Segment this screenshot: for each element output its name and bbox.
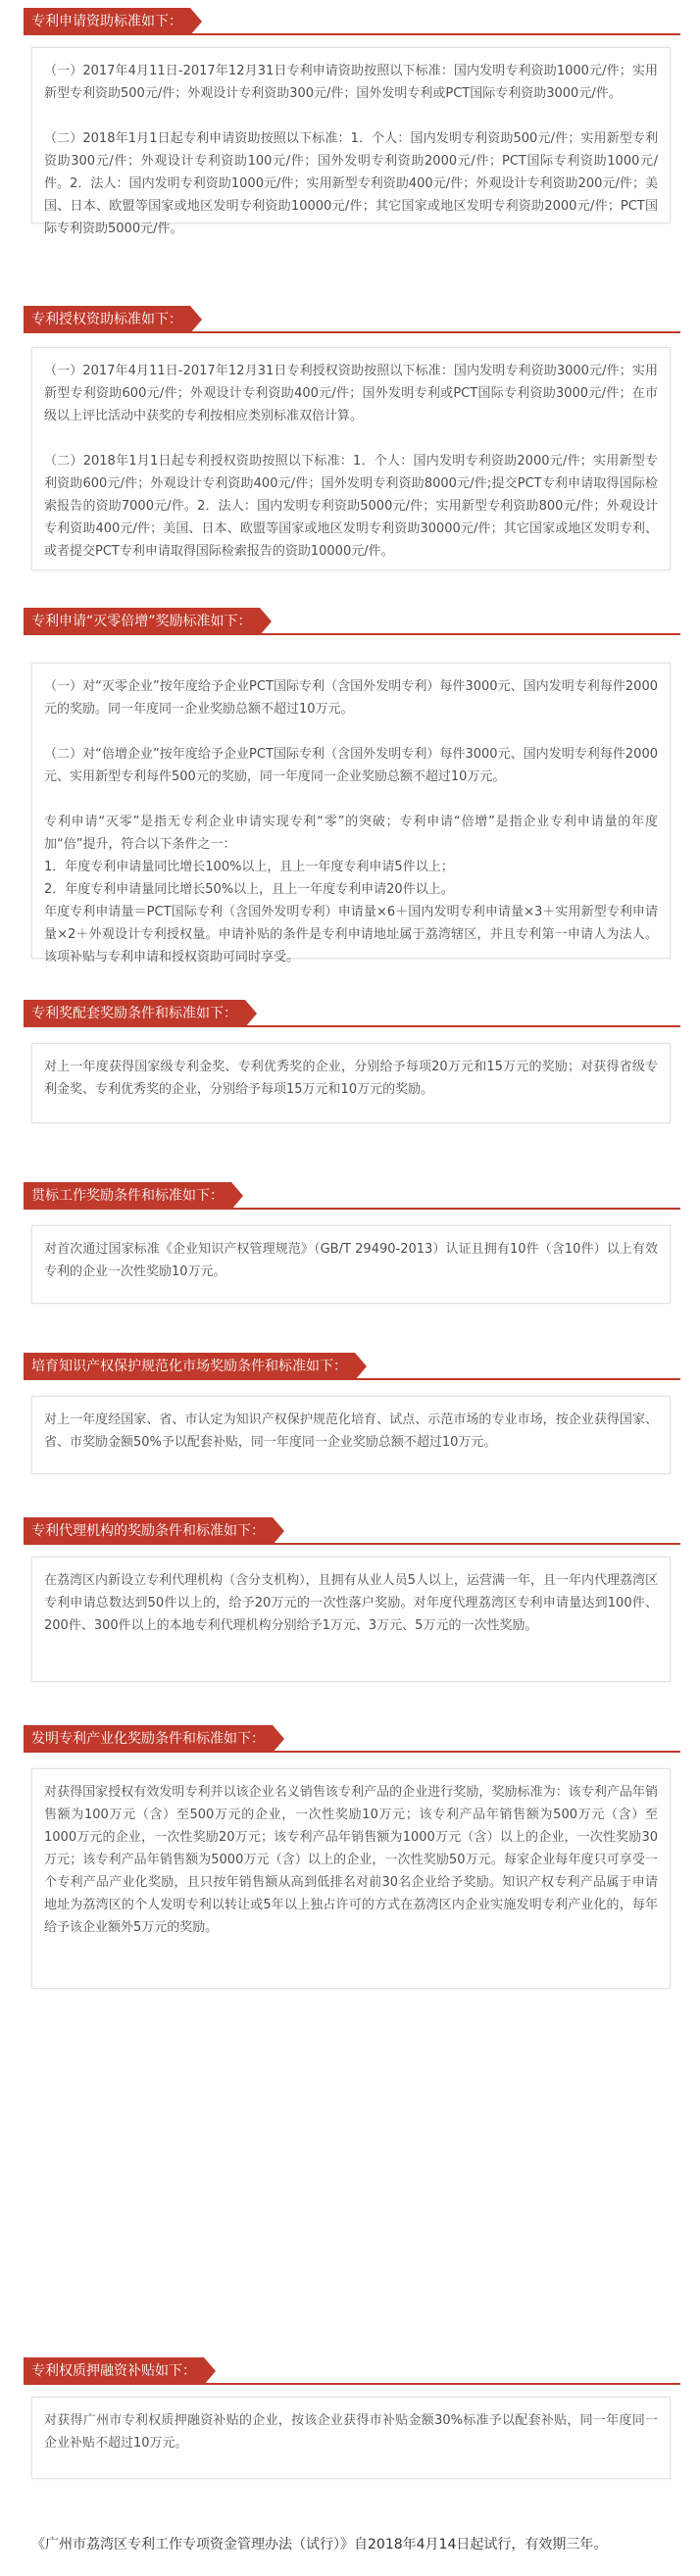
paragraph: 专利申请“灭零”是指无专利企业申请实现专利“零”的突破；专利申请“倍增”是指企业专利申请量的年度加“倍”提升，符合以下条件之一： bbox=[44, 815, 658, 852]
paragraph: （一）2017年4月11日-2017年12月31日专利申请资助按照以下标准：国内发明专利资助1000元/件；实用新型专利资助500元/件；外观设计专利资助300元/件；国外发明专利或PCT国际专利资助3000元/件。 bbox=[44, 64, 658, 101]
section-title: 专利代理机构的奖励条件和标准如下： bbox=[24, 1517, 273, 1545]
section-content bbox=[31, 1557, 671, 1682]
section-title: 专利申请资助标准如下： bbox=[24, 8, 190, 35]
section-header bbox=[24, 608, 680, 635]
section-title: 专利授权资助标准如下： bbox=[24, 306, 190, 333]
section-content bbox=[31, 1396, 671, 1474]
section-header bbox=[24, 1353, 680, 1380]
section-content bbox=[31, 1225, 671, 1304]
paragraph: 1．年度专利申请量同比增长100%以上，且上一年度专利申请5件以上； bbox=[44, 860, 454, 874]
section-title: 专利申请“灭零倍增”奖励标准如下： bbox=[24, 608, 260, 635]
section-header bbox=[24, 1517, 680, 1545]
section-header bbox=[24, 1000, 680, 1027]
paragraph: （二）对“倍增企业”按年度给予企业PCT国际专利（含国外发明专利）每件3000元、国内发明专利每件2000元、实用新型专利每件500元的奖励，同一年度同一企业奖励总额不超过10万元。 bbox=[44, 747, 658, 784]
paragraph: 在荔湾区内新设立专利代理机构（含分支机构），且拥有从业人员5人以上，运营满一年，且一年内代理荔湾区专利申请总数达到50件以上的，给予20万元的一次性落户奖励。对年度代理荔湾区专利申请量达到100件、200件、300件以上的本地专利代理机构分别给予1万元、3万元、5万元的一次性奖励。 bbox=[44, 1573, 658, 1633]
paragraph: 2．年度专利申请量同比增长50%以上，且上一年度专利申请20件以上。 bbox=[44, 882, 454, 897]
section-content bbox=[31, 1768, 671, 1989]
section-ip-market bbox=[24, 1353, 680, 1450]
paragraph: 对上一年度经国家、省、市认定为知识产权保护规范化培育、试点、示范市场的专业市场，按企业获得国家、省、市奖励金额50%予以配套补贴，同一年度同一企业奖励总额不超过10万元。 bbox=[44, 1412, 658, 1450]
section-content bbox=[31, 663, 671, 965]
section-content bbox=[31, 2397, 671, 2479]
paragraph: 年度专利申请量＝PCT国际专利（含国外发明专利）申请量×6＋国内发明专利申请量×3＋实用新型专利申请量×2＋外观设计专利授权量。申请补贴的条件是专利申请地址属于荔湾辖区，并且专利第一申请人为法人。该项补贴与专利申请和授权资助可同时享受。 bbox=[44, 905, 658, 965]
section-standard-compliance bbox=[24, 1182, 680, 1279]
footer-note: 《广州市荔湾区专利工作专项资金管理办法（试行）》自2018年4月14日起试行，有效期三年。 bbox=[31, 2537, 608, 2552]
section-header bbox=[24, 2357, 680, 2385]
section-header bbox=[24, 8, 680, 35]
paragraph: （一）对“灭零企业”按年度给予企业PCT国际专利（含国外发明专利）每件3000元、国内发明专利每件2000元的奖励。同一年度同一企业奖励总额不超过10万元。 bbox=[44, 679, 658, 717]
paragraph: （二）2018年1月1日起专利申请资助按照以下标准：1．个人：国内发明专利资助500元/件；实用新型专利资助300元/件；外观设计专利资助100元/件；国外发明专利资助2000元/件；PCT国际专利资助1000元/件。2．法人：国内发明专利资助1000元/件；实用新型专利资助400元/件；外观设计专利资助200元/件；美国、日本、欧盟等国家或地区发明专利资助10000元/件；其它国家或地区发明专利资助2000元/件；PCT国际专利资助5000元/件。 bbox=[44, 131, 658, 236]
section-content bbox=[31, 47, 671, 236]
section-patent-application bbox=[24, 8, 680, 236]
section-title: 专利权质押融资补贴如下： bbox=[24, 2357, 204, 2385]
section-zero-double bbox=[24, 608, 680, 965]
section-title: 专利奖配套奖励条件和标准如下： bbox=[24, 1000, 245, 1027]
section-industrialization bbox=[24, 1725, 680, 1935]
section-header bbox=[24, 1182, 680, 1210]
paragraph: （二）2018年1月1日起专利授权资助按照以下标准：1．个人：国内发明专利资助2000元/件；实用新型专利资助600元/件；外观设计专利资助400元/件；国外发明专利资助8000元/件;提交PCT专利申请取得国际检索报告的资助7000元/件。2．法人：国内发明专利资助5000元/件；实用新型专利资助800元/件；外观设计专利资助400元/件；美国、日本、欧盟等国家或地区发明专利资助30000元/件；其它国家或地区发明专利、或者提交PCT专利申请取得国际检索报告的资助10000元/件。 bbox=[44, 454, 658, 559]
section-title: 培育知识产权保护规范化市场奖励条件和标准如下： bbox=[24, 1353, 355, 1380]
paragraph: 对首次通过国家标准《企业知识产权管理规范》（GB/T 29490-2013）认证且拥有10件（含10件）以上有效专利的企业一次性奖励10万元。 bbox=[44, 1242, 658, 1279]
section-patent-award bbox=[24, 1000, 680, 1097]
section-content bbox=[31, 1043, 671, 1123]
section-patent-agency bbox=[24, 1517, 680, 1633]
section-patent-grant bbox=[24, 306, 680, 559]
section-title: 发明专利产业化奖励条件和标准如下： bbox=[24, 1725, 273, 1753]
section-header bbox=[24, 306, 680, 333]
paragraph: 对上一年度获得国家级专利金奖、专利优秀奖的企业，分别给予每项20万元和15万元的奖励；对获得省级专利金奖、专利优秀奖的企业，分别给予每项15万元和10万元的奖励。 bbox=[44, 1060, 658, 1097]
paragraph: 对获得广州市专利权质押融资补贴的企业，按该企业获得市补贴金额30%标准予以配套补贴，同一年度同一企业补贴不超过10万元。 bbox=[44, 2413, 658, 2451]
section-content bbox=[31, 347, 671, 570]
section-header bbox=[24, 1725, 680, 1753]
paragraph: 对获得国家授权有效发明专利并以该企业名义销售该专利产品的企业进行奖励，奖励标准为：该专利产品年销售额为100万元（含）至500万元的企业，一次性奖励10万元；该专利产品年销售额为500万元（含）至1000万元的企业，一次性奖励20万元；该专利产品年销售额为1000万元（含）以上的企业，一次性奖励30万元；该专利产品年销售额为5000万元（含）以上的企业，一次性奖励50万元。每家企业每年度只可享受一个专利产品产业化奖励，且只按年销售额从高到低排名对前30名企业给予奖励。知识产权专利产品属于申请地址为荔湾区的个人发明专利以转让或5年以上独占许可的方式在荔湾区内企业实施发明专利产业化的，每年给予该企业额外5万元的奖励。 bbox=[44, 1785, 658, 1935]
section-title: 贯标工作奖励条件和标准如下： bbox=[24, 1182, 231, 1210]
paragraph: （一）2017年4月11日-2017年12月31日专利授权资助按照以下标准：国内发明专利资助3000元/件；实用新型专利资助600元/件；外观设计专利资助400元/件；国外发明专利或PCT国际专利资助3000元/件；在市级以上评比活动中获奖的专利按相应类别标准双倍计算。 bbox=[44, 364, 658, 423]
section-pledge-financing bbox=[24, 2357, 680, 2451]
